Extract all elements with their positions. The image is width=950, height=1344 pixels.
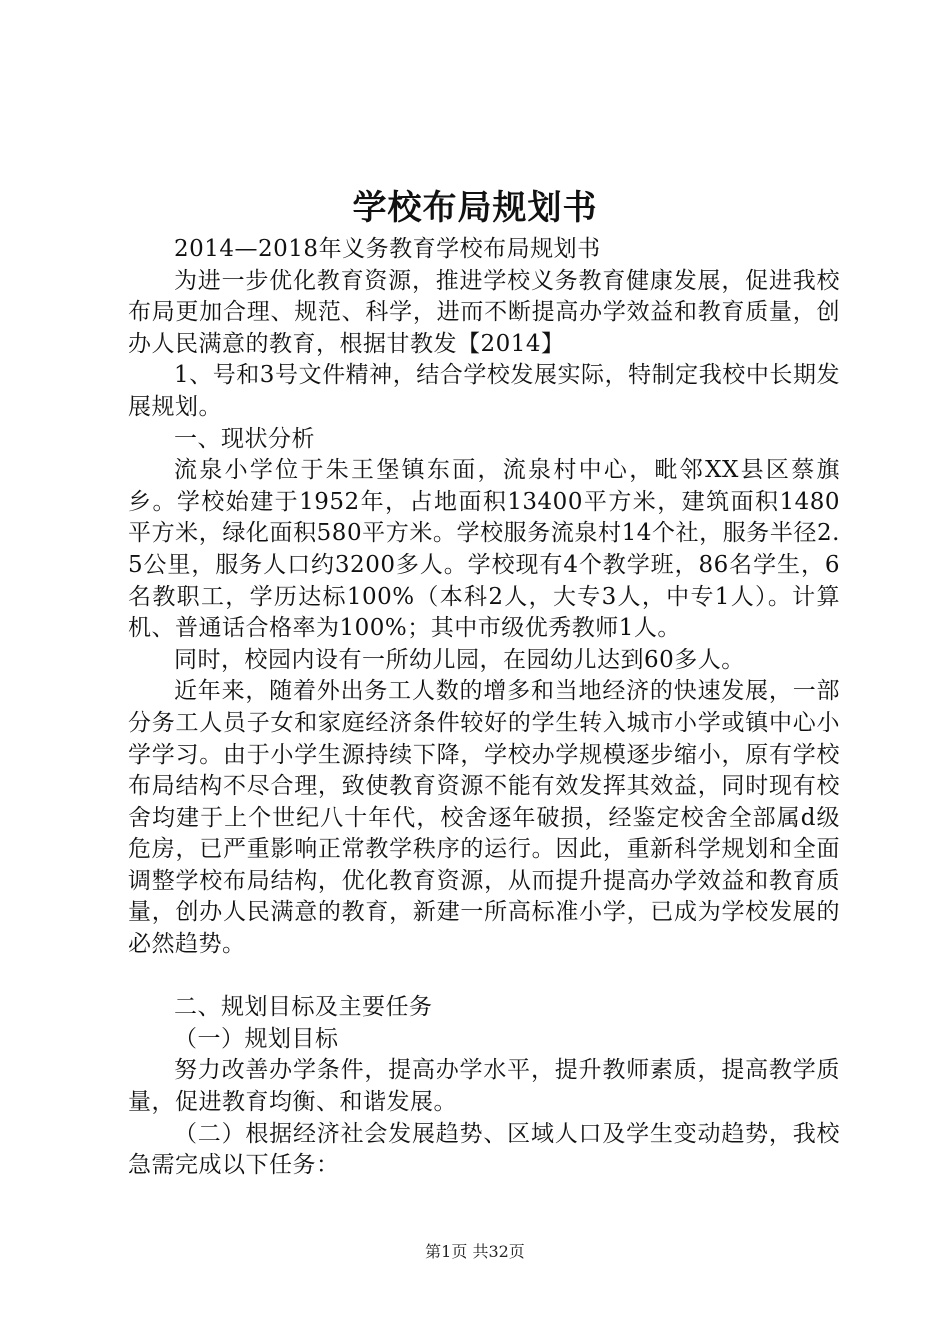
kindergarten-paragraph: 同时，校园内设有一所幼儿园，在园幼儿达到60多人。: [174, 646, 745, 673]
subtitle-paragraph: 2014—2018年义务教育学校布局规划书: [174, 236, 601, 262]
intro-paragraph: 为进一步优化教育资源，推进学校义务教育健康发展，促进我校布局更加合理、规范、科学，进而不断提高办学效益和教育质量，创办人民满意的教育，根据甘教发【2014】: [128, 267, 840, 357]
tasks-paragraph: （二）根据经济社会发展趋势、区域人口及学生变动趋势，我校急需完成以下任务：: [128, 1120, 840, 1179]
subsection-heading-goals: （一）规划目标: [174, 1025, 339, 1052]
document-title: 学校布局规划书: [352, 188, 598, 228]
status-paragraph: 流泉小学位于朱王堡镇东面，流泉村中心，毗邻XX县区蔡旗乡。学校始建于1952年，占地面积13400平方米，建筑面积1480平方米，绿化面积580平方米。学校服务流泉村14个社，服务半径2.5公里，服务人口约3200多人。学校现有4个教学班，86名学生，6名教职工，学历达标100%（本科2人，大专3人，中专1人）。计算机、普通话合格率为100%；其中市级优秀教师1人。: [128, 457, 840, 642]
document-body: [128, 234, 840, 1182]
trend-paragraph: 近年来，随着外出务工人数的增多和当地经济的快速发展，一部分务工人员子女和家庭经济条件较好的学生转入城市小学或镇中心小学学习。由于小学生源持续下降，学校办学规模逐步缩小，原有学校布局结构不尽合理，致使教育资源不能有效发挥其效益，同时现有校舍均建于上个世纪八十年代，校舍逐年破损，经鉴定校舍全部属d级危房，已严重影响正常教学秩序的运行。因此，重新科学规划和全面调整学校布局结构，优化教育资源，从而提升提高办学效益和教育质量，创办人民满意的教育，新建一所高标准小学，已成为学校发展的必然趋势。: [128, 678, 840, 958]
goals-paragraph: 努力改善办学条件，提高办学水平，提升教师素质，提高教学质量，促进教育均衡、和谐发展。: [128, 1057, 840, 1116]
page-footer: 第1页 共32页: [425, 1242, 525, 1261]
section-heading-goals: 二、规划目标及主要任务: [174, 994, 433, 1021]
section-heading-status: 一、现状分析: [174, 425, 315, 452]
intro-continuation-paragraph: 1、号和3号文件精神，结合学校发展实际，特制定我校中长期发展规划。: [128, 362, 840, 420]
